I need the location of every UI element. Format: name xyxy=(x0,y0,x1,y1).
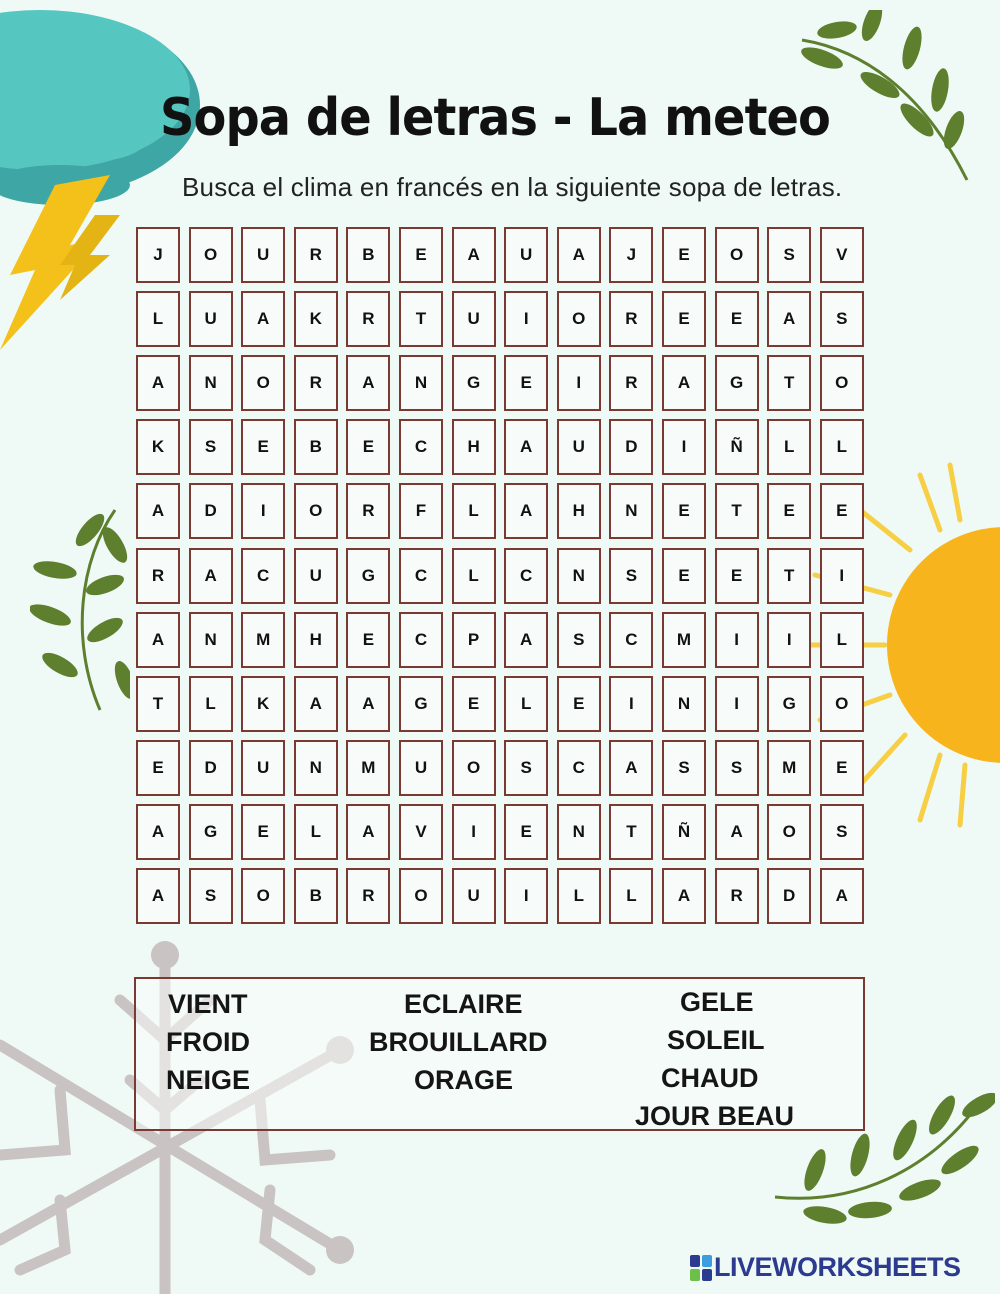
grid-cell[interactable]: L xyxy=(294,804,338,860)
grid-cell[interactable]: B xyxy=(294,419,338,475)
grid-cell[interactable]: A xyxy=(136,868,180,924)
grid-cell[interactable]: R xyxy=(715,868,759,924)
grid-cell[interactable]: A xyxy=(346,676,390,732)
grid-cell[interactable]: S xyxy=(189,419,233,475)
grid-cell[interactable]: A xyxy=(662,355,706,411)
grid-cell[interactable]: J xyxy=(136,227,180,283)
grid-cell[interactable]: O xyxy=(820,355,864,411)
grid-cell[interactable]: O xyxy=(294,483,338,539)
grid-cell[interactable]: E xyxy=(346,419,390,475)
grid-cell[interactable]: G xyxy=(399,676,443,732)
grid-cell[interactable]: U xyxy=(399,740,443,796)
grid-cell[interactable]: N xyxy=(189,355,233,411)
grid-cell[interactable]: Ñ xyxy=(715,419,759,475)
grid-cell[interactable]: U xyxy=(557,419,601,475)
grid-cell[interactable]: N xyxy=(189,612,233,668)
word-list-item: GELE xyxy=(680,987,754,1017)
grid-cell[interactable]: T xyxy=(715,483,759,539)
grid-cell[interactable]: S xyxy=(557,612,601,668)
brand-name: LIVEWORKSHEETS xyxy=(714,1252,961,1282)
grid-cell[interactable]: O xyxy=(452,740,496,796)
grid-cell[interactable]: A xyxy=(189,548,233,604)
grid-cell[interactable]: E xyxy=(241,804,285,860)
word-list-item: FROID xyxy=(166,1027,250,1057)
grid-cell[interactable]: E xyxy=(662,227,706,283)
grid-cell[interactable]: N xyxy=(662,676,706,732)
grid-cell[interactable]: N xyxy=(399,355,443,411)
grid-cell[interactable]: I xyxy=(241,483,285,539)
grid-cell[interactable]: E xyxy=(715,291,759,347)
grid-cell[interactable]: E xyxy=(820,740,864,796)
grid-cell[interactable]: U xyxy=(452,291,496,347)
grid-cell[interactable]: C xyxy=(399,612,443,668)
grid-cell[interactable]: M xyxy=(662,612,706,668)
grid-cell[interactable]: S xyxy=(820,291,864,347)
grid-cell[interactable]: S xyxy=(189,868,233,924)
grid-cell[interactable]: I xyxy=(820,548,864,604)
grid-cell[interactable]: A xyxy=(504,483,548,539)
grid-cell[interactable]: D xyxy=(189,483,233,539)
grid-cell[interactable]: S xyxy=(715,740,759,796)
word-list-item: JOUR BEAU xyxy=(635,1101,795,1131)
grid-cell[interactable]: A xyxy=(136,355,180,411)
grid-cell[interactable]: R xyxy=(294,227,338,283)
liveworksheets-logo[interactable] xyxy=(690,1252,961,1283)
grid-cell[interactable]: I xyxy=(662,419,706,475)
grid-cell[interactable]: S xyxy=(662,740,706,796)
word-list-item: CHAUD xyxy=(661,1063,759,1093)
grid-cell[interactable]: U xyxy=(294,548,338,604)
grid-cell[interactable]: T xyxy=(767,548,811,604)
word-list-item: BROUILLARD xyxy=(369,1027,548,1057)
grid-cell[interactable]: L xyxy=(767,419,811,475)
grid-cell[interactable]: F xyxy=(399,483,443,539)
grid-cell[interactable]: I xyxy=(452,804,496,860)
grid-cell[interactable]: A xyxy=(609,740,653,796)
grid-cell[interactable]: E xyxy=(452,676,496,732)
grid-cell[interactable]: R xyxy=(294,355,338,411)
grid-cell[interactable]: A xyxy=(136,804,180,860)
grid-cell[interactable]: E xyxy=(715,548,759,604)
grid-cell[interactable]: I xyxy=(609,676,653,732)
grid-cell[interactable]: O xyxy=(820,676,864,732)
grid-cell[interactable]: A xyxy=(504,419,548,475)
grid-cell[interactable]: L xyxy=(452,548,496,604)
grid-cell[interactable]: R xyxy=(136,548,180,604)
grid-cell[interactable]: E xyxy=(346,612,390,668)
grid-cell[interactable]: E xyxy=(662,483,706,539)
grid-cell[interactable]: K xyxy=(241,676,285,732)
grid-cell[interactable]: U xyxy=(504,227,548,283)
grid-cell[interactable]: C xyxy=(557,740,601,796)
instructions-text: Busca el clima en francés en la siguiente sopa de letras. xyxy=(182,172,843,202)
grid-cell[interactable]: E xyxy=(504,355,548,411)
grid-cell[interactable]: R xyxy=(609,291,653,347)
grid-cell[interactable]: U xyxy=(452,868,496,924)
brand-mark-icon xyxy=(690,1255,712,1281)
grid-cell[interactable]: I xyxy=(715,612,759,668)
word-list-item: SOLEIL xyxy=(667,1025,765,1055)
grid-cell[interactable]: O xyxy=(189,227,233,283)
grid-cell[interactable]: A xyxy=(294,676,338,732)
grid-cell[interactable]: C xyxy=(399,419,443,475)
grid-cell[interactable]: O xyxy=(399,868,443,924)
grid-cell[interactable]: R xyxy=(609,355,653,411)
grid-cell[interactable]: E xyxy=(241,419,285,475)
grid-cell[interactable]: V xyxy=(820,227,864,283)
grid-cell[interactable]: E xyxy=(399,227,443,283)
grid-cell[interactable]: N xyxy=(557,804,601,860)
grid-cell[interactable]: L xyxy=(504,676,548,732)
grid-cell[interactable]: O xyxy=(241,868,285,924)
grid-cell[interactable]: A xyxy=(662,868,706,924)
grid-cell[interactable]: I xyxy=(557,355,601,411)
grid-cell[interactable]: R xyxy=(346,483,390,539)
grid-cell[interactable]: J xyxy=(609,227,653,283)
grid-cell[interactable]: A xyxy=(715,804,759,860)
grid-cell[interactable]: A xyxy=(452,227,496,283)
grid-cell[interactable]: B xyxy=(294,868,338,924)
grid-cell[interactable]: I xyxy=(767,612,811,668)
grid-cell[interactable]: N xyxy=(557,548,601,604)
grid-cell[interactable]: H xyxy=(452,419,496,475)
grid-cell[interactable]: A xyxy=(241,291,285,347)
grid-cell[interactable]: T xyxy=(399,291,443,347)
grid-cell[interactable]: Ñ xyxy=(662,804,706,860)
grid-cell[interactable]: O xyxy=(767,804,811,860)
grid-cell[interactable]: C xyxy=(504,548,548,604)
grid-cell[interactable]: L xyxy=(820,612,864,668)
grid-cell[interactable]: U xyxy=(241,227,285,283)
grid-cell[interactable]: S xyxy=(767,227,811,283)
letter-grid xyxy=(132,227,868,927)
grid-cell[interactable]: A xyxy=(557,227,601,283)
word-list-item: ORAGE xyxy=(414,1065,514,1095)
grid-cell[interactable]: L xyxy=(820,419,864,475)
grid-cell[interactable]: A xyxy=(820,868,864,924)
leaf-branch-icon xyxy=(30,500,130,715)
grid-cell[interactable]: L xyxy=(609,868,653,924)
grid-cell[interactable]: K xyxy=(294,291,338,347)
grid-cell[interactable]: C xyxy=(399,548,443,604)
grid-cell[interactable]: S xyxy=(609,548,653,604)
grid-cell[interactable]: O xyxy=(241,355,285,411)
grid-cell[interactable]: I xyxy=(504,291,548,347)
grid-cell[interactable]: I xyxy=(504,868,548,924)
grid-cell[interactable]: L xyxy=(189,676,233,732)
grid-cell[interactable]: R xyxy=(346,868,390,924)
grid-cell[interactable]: E xyxy=(662,291,706,347)
grid-cell[interactable]: E xyxy=(820,483,864,539)
word-list-box xyxy=(134,977,865,1131)
grid-cell[interactable]: U xyxy=(189,291,233,347)
grid-cell[interactable]: C xyxy=(241,548,285,604)
grid-cell[interactable]: S xyxy=(820,804,864,860)
grid-cell[interactable]: G xyxy=(189,804,233,860)
grid-cell[interactable]: G xyxy=(346,548,390,604)
grid-cell[interactable]: E xyxy=(662,548,706,604)
grid-cell[interactable]: P xyxy=(452,612,496,668)
grid-cell[interactable]: G xyxy=(715,355,759,411)
grid-cell[interactable]: U xyxy=(241,740,285,796)
grid-cell[interactable]: T xyxy=(136,676,180,732)
grid-cell[interactable]: L xyxy=(136,291,180,347)
grid-cell[interactable]: A xyxy=(136,483,180,539)
grid-cell[interactable]: N xyxy=(294,740,338,796)
grid-cell[interactable]: A xyxy=(136,612,180,668)
grid-cell[interactable]: H xyxy=(294,612,338,668)
grid-cell[interactable]: E xyxy=(136,740,180,796)
grid-cell[interactable]: L xyxy=(452,483,496,539)
grid-cell[interactable]: D xyxy=(609,419,653,475)
grid-cell[interactable]: B xyxy=(346,227,390,283)
grid-cell[interactable]: D xyxy=(189,740,233,796)
grid-cell[interactable]: R xyxy=(346,291,390,347)
grid-cell[interactable]: G xyxy=(452,355,496,411)
grid-cell[interactable]: S xyxy=(504,740,548,796)
grid-cell[interactable]: M xyxy=(346,740,390,796)
grid-cell[interactable]: V xyxy=(399,804,443,860)
grid-cell[interactable]: O xyxy=(715,227,759,283)
grid-cell[interactable]: D xyxy=(767,868,811,924)
page-title: Sopa de letras - La meteo xyxy=(160,88,830,148)
grid-cell[interactable]: A xyxy=(346,355,390,411)
grid-cell[interactable]: M xyxy=(767,740,811,796)
grid-cell[interactable]: E xyxy=(504,804,548,860)
word-list-item: VIENT xyxy=(168,989,248,1019)
grid-cell[interactable]: A xyxy=(504,612,548,668)
grid-cell[interactable]: I xyxy=(715,676,759,732)
grid-cell[interactable]: L xyxy=(557,868,601,924)
grid-cell[interactable]: N xyxy=(609,483,653,539)
word-list-item: ECLAIRE xyxy=(404,989,523,1019)
grid-cell[interactable]: E xyxy=(767,483,811,539)
grid-cell[interactable]: G xyxy=(767,676,811,732)
grid-cell[interactable]: A xyxy=(767,291,811,347)
grid-cell[interactable]: C xyxy=(609,612,653,668)
grid-cell[interactable]: E xyxy=(557,676,601,732)
grid-cell[interactable]: H xyxy=(557,483,601,539)
grid-cell[interactable]: T xyxy=(767,355,811,411)
grid-cell[interactable]: A xyxy=(346,804,390,860)
grid-cell[interactable]: K xyxy=(136,419,180,475)
grid-cell[interactable]: M xyxy=(241,612,285,668)
grid-cell[interactable]: O xyxy=(557,291,601,347)
grid-cell[interactable]: T xyxy=(609,804,653,860)
word-list-item: NEIGE xyxy=(166,1065,251,1095)
